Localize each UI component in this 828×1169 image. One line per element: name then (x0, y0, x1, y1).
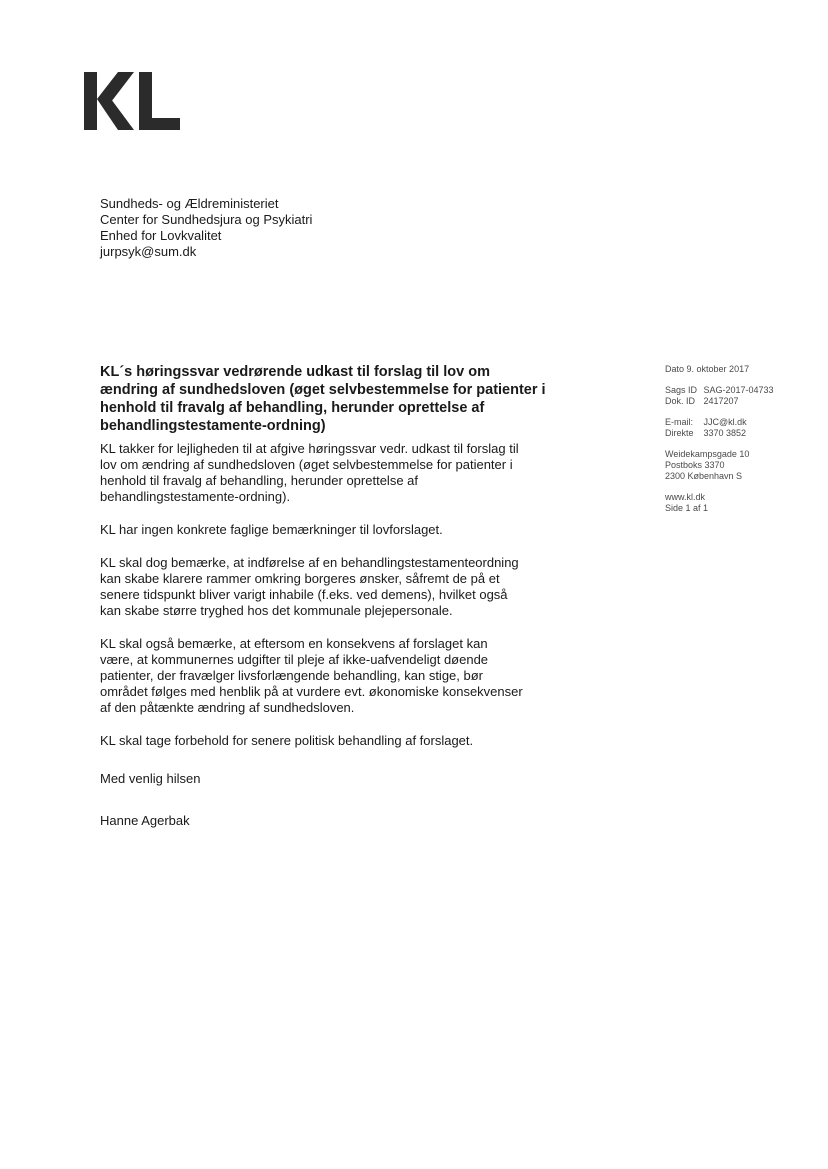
letter-paragraph: KL skal også bemærke, at eftersom en konsekvens af forslaget kan være, at kommunernes udgifter til pleje af ikke-uafvendeligt døende patienter, der fravælger livsforlængende behandling, kan stige, bør området følges med henblik på at vurdere evt. økonomiske konsekvenser af den påtænkte ændring af sundhedsloven. (100, 636, 523, 715)
meta-email-label: E-mail: (665, 417, 694, 427)
meta-email-value: JJC@kl.dk (703, 417, 747, 427)
meta-dok-value: 2417207 (703, 396, 739, 406)
meta-ids-group (665, 385, 815, 407)
meta-date-group (665, 364, 815, 375)
meta-address-group (665, 449, 815, 482)
meta-web-group (665, 492, 815, 514)
meta-web: www.kl.dk (665, 492, 706, 502)
meta-sags-row (665, 385, 815, 396)
letter-paragraph: KL har ingen konkrete faglige bemærkninger til lovforslaget. (100, 522, 443, 537)
document-meta (665, 364, 815, 524)
recipient-line: Sundheds- og Ældreministeriet (100, 196, 279, 211)
meta-dok-row (665, 396, 815, 407)
meta-contact-group (665, 417, 815, 439)
meta-direkte-label: Direkte (665, 428, 694, 438)
kl-logo-mark (84, 72, 180, 130)
meta-address-line: Postboks 3370 (665, 460, 725, 470)
meta-date-label: Dato (665, 364, 685, 374)
kl-logo (84, 72, 180, 130)
letter-closing: Med venlig hilsen (100, 771, 201, 786)
letter-paragraph: KL takker for lejligheden til at afgive høringssvar vedr. udkast til forslag til lov om ændring af sundhedsloven (øget selvbestemmelse for patienter i henhold til fravalg af behandling, herunder oprettelse af behandlingstestamente-ordning). (100, 441, 519, 504)
meta-date-row (665, 364, 815, 375)
recipient-email: jurpsyk@sum.dk (100, 244, 197, 259)
recipient-line: Enhed for Lovkvalitet (100, 228, 222, 243)
letter-paragraph: KL skal tage forbehold for senere politisk behandling af forslaget. (100, 733, 474, 748)
recipient-address (100, 196, 312, 260)
meta-address-line: 2300 København S (665, 471, 743, 481)
letter-paragraph: KL skal dog bemærke, at indførelse af en behandlingstestamenteordning kan skabe klarere rammer omkring borgeres ønsker, såfremt de på et senere tidspunkt bliver varigt inhabile (f.eks. ved demens), hvilket også kan skabe større tryghed hos det kommunale plejepersonale. (100, 555, 519, 618)
letter-signature: Hanne Agerbak (100, 813, 190, 828)
recipient-line: Center for Sundhedsjura og Psykiatri (100, 212, 313, 227)
letter-heading: KL´s høringssvar vedrørende udkast til forslag til lov om ændring af sundhedsloven (øget selvbestemmelse for patienter i henhold til fravalg af behandling, herunder oprettelse af behandlingstestamente-ordning) (100, 364, 546, 434)
meta-dok-label: Dok. ID (665, 396, 696, 406)
meta-email-row (665, 417, 815, 428)
meta-direkte-row (665, 428, 815, 439)
meta-sags-value: SAG-2017-04733 (703, 385, 774, 395)
meta-sags-label: Sags ID (665, 385, 698, 395)
meta-page-number: Side 1 af 1 (665, 503, 709, 513)
meta-direkte-value: 3370 3852 (703, 428, 747, 438)
meta-address-line: Weidekampsgade 10 (665, 449, 750, 459)
letter-body (100, 363, 570, 829)
meta-date-value: 9. oktober 2017 (686, 364, 750, 374)
